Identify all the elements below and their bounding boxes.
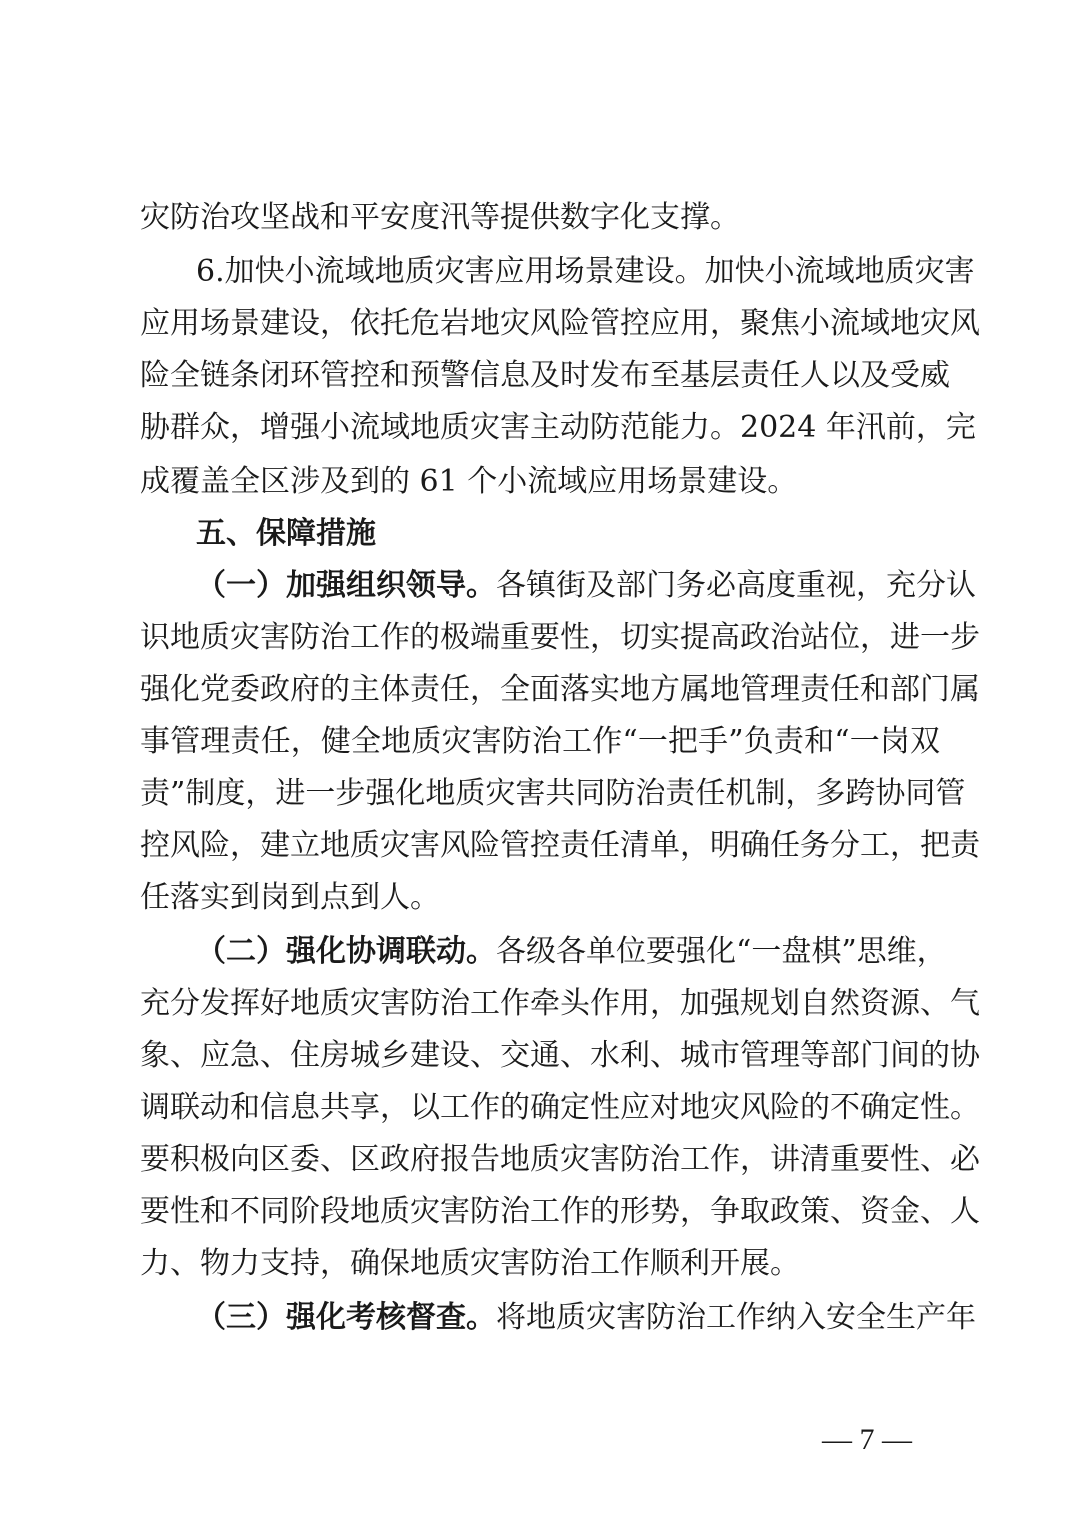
paragraph-line: 灾防治攻坚战和平安度汛等提供数字化支撑。 <box>140 200 740 235</box>
paragraph-line: 事管理责任，健全地质灾害防治工作“一把手”负责和“一岗双 <box>140 724 940 759</box>
paragraph-text: 将地质灾害防治工作纳入安全生产年 <box>496 1300 976 1335</box>
paragraph-line: 要性和不同阶段地质灾害防治工作的形势，争取政策、资金、人 <box>140 1194 980 1229</box>
paragraph-line: 控风险，建立地质灾害风险管控责任清单，明确任务分工，把责 <box>140 828 980 863</box>
paragraph-line: 调联动和信息共享，以工作的确定性应对地灾风险的不确定性。 <box>140 1090 980 1125</box>
paragraph-line <box>196 926 947 978</box>
paragraph-line: 应用场景建设，依托危岩地灾风险管控应用，聚焦小流域地灾风 <box>140 306 980 341</box>
paragraph-line <box>196 1292 976 1344</box>
paragraph-line: 强化党委政府的主体责任，全面落实地方属地管理责任和部门属 <box>140 672 980 707</box>
paragraph-line: 责”制度，进一步强化地质灾害共同防治责任机制，多跨协同管 <box>140 776 966 811</box>
paragraph-line: 充分发挥好地质灾害防治工作牵头作用，加强规划自然资源、气 <box>140 986 980 1021</box>
paragraph-line <box>196 560 976 612</box>
subsection-heading: （二）强化协调联动。 <box>196 934 496 969</box>
paragraph-line: 力、物力支持，确保地质灾害防治工作顺利开展。 <box>140 1246 800 1281</box>
paragraph-line: 识地质灾害防治工作的极端重要性，切实提高政治站位，进一步 <box>140 620 980 655</box>
paragraph-line: 要积极向区委、区政府报告地质灾害防治工作，讲清重要性、必 <box>140 1142 980 1177</box>
paragraph-line: 成覆盖全区涉及到的 61 个小流域应用场景建设。 <box>140 464 798 499</box>
section-heading: 五、保障措施 <box>196 516 376 551</box>
paragraph-line: 任落实到岗到点到人。 <box>140 880 440 915</box>
subsection-heading: （一）加强组织领导。 <box>196 568 496 603</box>
subsection-heading: （三）强化考核督查。 <box>196 1300 496 1335</box>
paragraph-text: 各级各单位要强化“一盘棋”思维， <box>496 934 947 969</box>
paragraph-line: 象、应急、住房城乡建设、交通、水利、城市管理等部门间的协 <box>140 1038 980 1073</box>
paragraph-line: 6.加快小流域地质灾害应用场景建设。加快小流域地质灾害 <box>196 254 975 289</box>
paragraph-line: 胁群众，增强小流域地质灾害主动防范能力。2024 年汛前，完 <box>140 410 976 445</box>
page-number: — 7 — <box>822 1423 912 1456</box>
paragraph-text: 各镇街及部门务必高度重视，充分认 <box>496 568 976 603</box>
paragraph-line: 险全链条闭环管控和预警信息及时发布至基层责任人以及受威 <box>140 358 950 393</box>
